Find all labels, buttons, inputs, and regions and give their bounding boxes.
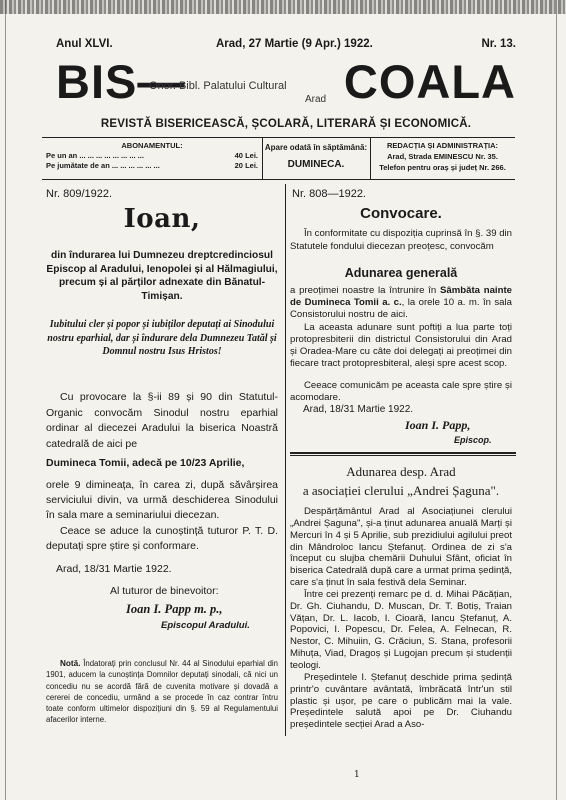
issue-date: Arad, 27 Martie (9 Apr.) 1922. xyxy=(216,38,373,50)
convocation-title: Convocare. xyxy=(360,205,442,222)
convocation-paragraph: Cu provocare la §-ii 89 și 90 din Statutul-Organic convocăm Sinodul nostru eparhial ordinar al diecezei Aradului la biserica Noastră catedrală de aici pe xyxy=(46,391,278,450)
article-separator-thin xyxy=(290,455,516,456)
right-signature: Ioan I. Papp, xyxy=(405,418,471,432)
synod-date-line: Dumineca Tomii, adecă pe 10/23 Aprilie, xyxy=(46,457,245,469)
convocation-intro: În conformitate cu dispoziția cuprinsă în §. 39 din Statutele fondului diecezan preoțesc, convocăm xyxy=(290,228,512,252)
column-divider xyxy=(285,184,286,736)
note-paragraph: Notă. Îndatorați prin conclusul Nr. 44 al Sinodului eparhial din 1901, aducem la cunoștința Domnilor deputați sinodali, că nici un concediu nu se acordă fără de cuvenita motivare și dovadă a cererei de concediu, urmând a se procede în caz contrar întru toate conform ultimelor dispozițiuni din §. 59 al Regulamentului afacerilor interne. xyxy=(46,659,278,725)
issue-year: Anul XLVI. xyxy=(56,38,113,50)
right-place-date: Arad, 18/31 Martie 1922. xyxy=(303,404,414,415)
subscription-row-half: Pe jumătate de an ... ... ... ... ... ... 20 Lei. xyxy=(46,161,258,170)
masthead-title-left: BIS— xyxy=(56,55,186,108)
bishop-titles: din îndurarea lui Dumnezeu dreptcredinciosul Episcop al Aradului, Ienopolei și al Hălmagiului, precum și al părților adnexate din Bănatul-Timișan. xyxy=(46,250,278,302)
subscription-box xyxy=(42,138,263,179)
note-label: Notă. xyxy=(60,659,81,668)
page-mark: 1 xyxy=(354,770,360,780)
bishop-signature: Ioan I. Papp m. p., xyxy=(126,602,223,616)
scan-left-edge xyxy=(5,0,6,800)
right-signature-title: Episcop. xyxy=(454,435,492,445)
frequency-line: Apare odată în săptămână: xyxy=(264,143,368,152)
left-doc-number: Nr. 809/1922. xyxy=(46,188,113,200)
issue-number: Nr. 13. xyxy=(481,38,516,50)
library-stamp: Onor. Bibl. Palatului Cultural xyxy=(149,80,287,92)
frequency-day: DUMINECA. xyxy=(287,159,345,170)
assembly-time-paragraph: a preoțimei noastre la întrunire în Sâmbăta nainte de Dumineca Tomii a. c., la orele 10 a. m. în sala Consistorului nostru de aici. xyxy=(290,285,512,321)
info-bar xyxy=(42,137,515,180)
right-doc-number: Nr. 808—1922. xyxy=(292,188,366,200)
masthead xyxy=(56,56,516,112)
article-separator xyxy=(290,452,516,454)
editorial-title: REDACȚIA ȘI ADMINISTRAȚIA: xyxy=(386,141,499,150)
subscription-title: ABONAMENTUL: xyxy=(121,141,183,150)
greeting-italic: Iubitului cler și popor și iubiților deputați ai Sinodului nostru eparhial, dar și îndurare dela Dumnezeu Tatăl și Domnul nostru Isus Hristos! xyxy=(47,319,277,357)
editorial-address: Arad, Strada EMINESCU Nr. 35. xyxy=(387,152,498,161)
scan-right-edge xyxy=(556,0,557,800)
masthead-subtitle: REVISTĂ BISERICEASCĂ, ȘCOLARĂ, LITERARĂ ȘI ECONOMICĂ. xyxy=(100,118,472,130)
bishop-name-heading: Ioan, xyxy=(123,204,201,234)
bishop-signature-title: Episcopul Aradului. xyxy=(161,620,250,631)
general-assembly-heading: Adunarea generală xyxy=(344,266,458,280)
frequency-box xyxy=(262,138,371,179)
scan-edge-band xyxy=(0,0,566,14)
editorial-box xyxy=(370,138,515,179)
assembly-closing-paragraph: Ceeace comunicăm pe aceasta cale spre știre și acomodare. xyxy=(290,380,512,404)
article-title: Adunarea desp. Arad a asociației clerului „Andrei Șaguna". xyxy=(302,464,500,498)
issue-row xyxy=(56,38,516,54)
left-place-date: Arad, 18/31 Martie 1922. xyxy=(56,563,172,575)
editorial-phone: Telefon pentru oraș și județ Nr. 266. xyxy=(379,163,506,172)
article-body: Despărțământul Arad al Asociațiunei clerului „Andrei Șaguna", și-a ținut adunarea anuală Marți și Mercuri în 4 și 5 Aprilie, sub prezidiului agilului preot din Mândroloc Iancu Ștefanuț. Ordinea de zi s'a început cu slujba chemării Duhului Sfânt, oficiat în biserica Catedrală după care a urmat prima ședință, care s'a ținut în sala festivă dela Seminar. Între cei prezenți remarc pe d. d. Mihai Păcățian, Dr. Gh. Ciuhandu, D. Muscan, Dr. T. Botiș, Traian Vățan, Dr. L. Iacob, I. Cioară, Iancu Ștefanuț, A. Popovici, I. Popescu, Dr. Felea, A. Felnecan, R. Nestor, C. Mihuiin, G. Crăciun, S. Stana, profesorii Mihuța, Viad, Dragoș și Lugojan precum și studenții teologi. Președintele I. Ștefanuț deschide prima ședință printr'o cuvântare avântată, îmbrăcată într'un stil plastic și ușor, pe care o publicăm mai la vale. Președintele salută apoi pe Dr. Ciuhandu președintele secției Arad a Aso- xyxy=(290,506,512,731)
assembly-participants-paragraph: La aceasta adunare sunt poftiți a lua parte toți protopresbiterii din districtul Consistorului din Arad și Oradea-Mare cu câte doi delegați ai preoțimei din fiecare tract protopresbiteral, aleși spre acest scop. xyxy=(290,322,512,370)
synod-details: orele 9 dimineața, în carea zi, după săvârșirea serviciului divin, va urmă deschiderea Sinodului în sala mare a seminariului diecezan. Ceace se aduce la cunoștință tuturor P. T. D. deputați spre știre și conformare. xyxy=(46,479,278,552)
library-stamp-city: Arad xyxy=(305,94,327,105)
closing-formula: Al tuturor de binevoitor: xyxy=(110,585,219,597)
subscription-row-year: Pe un an ... ... ... ... ... ... ... ... 40 Lei. xyxy=(46,151,258,160)
masthead-title-right: COALA xyxy=(343,55,516,108)
